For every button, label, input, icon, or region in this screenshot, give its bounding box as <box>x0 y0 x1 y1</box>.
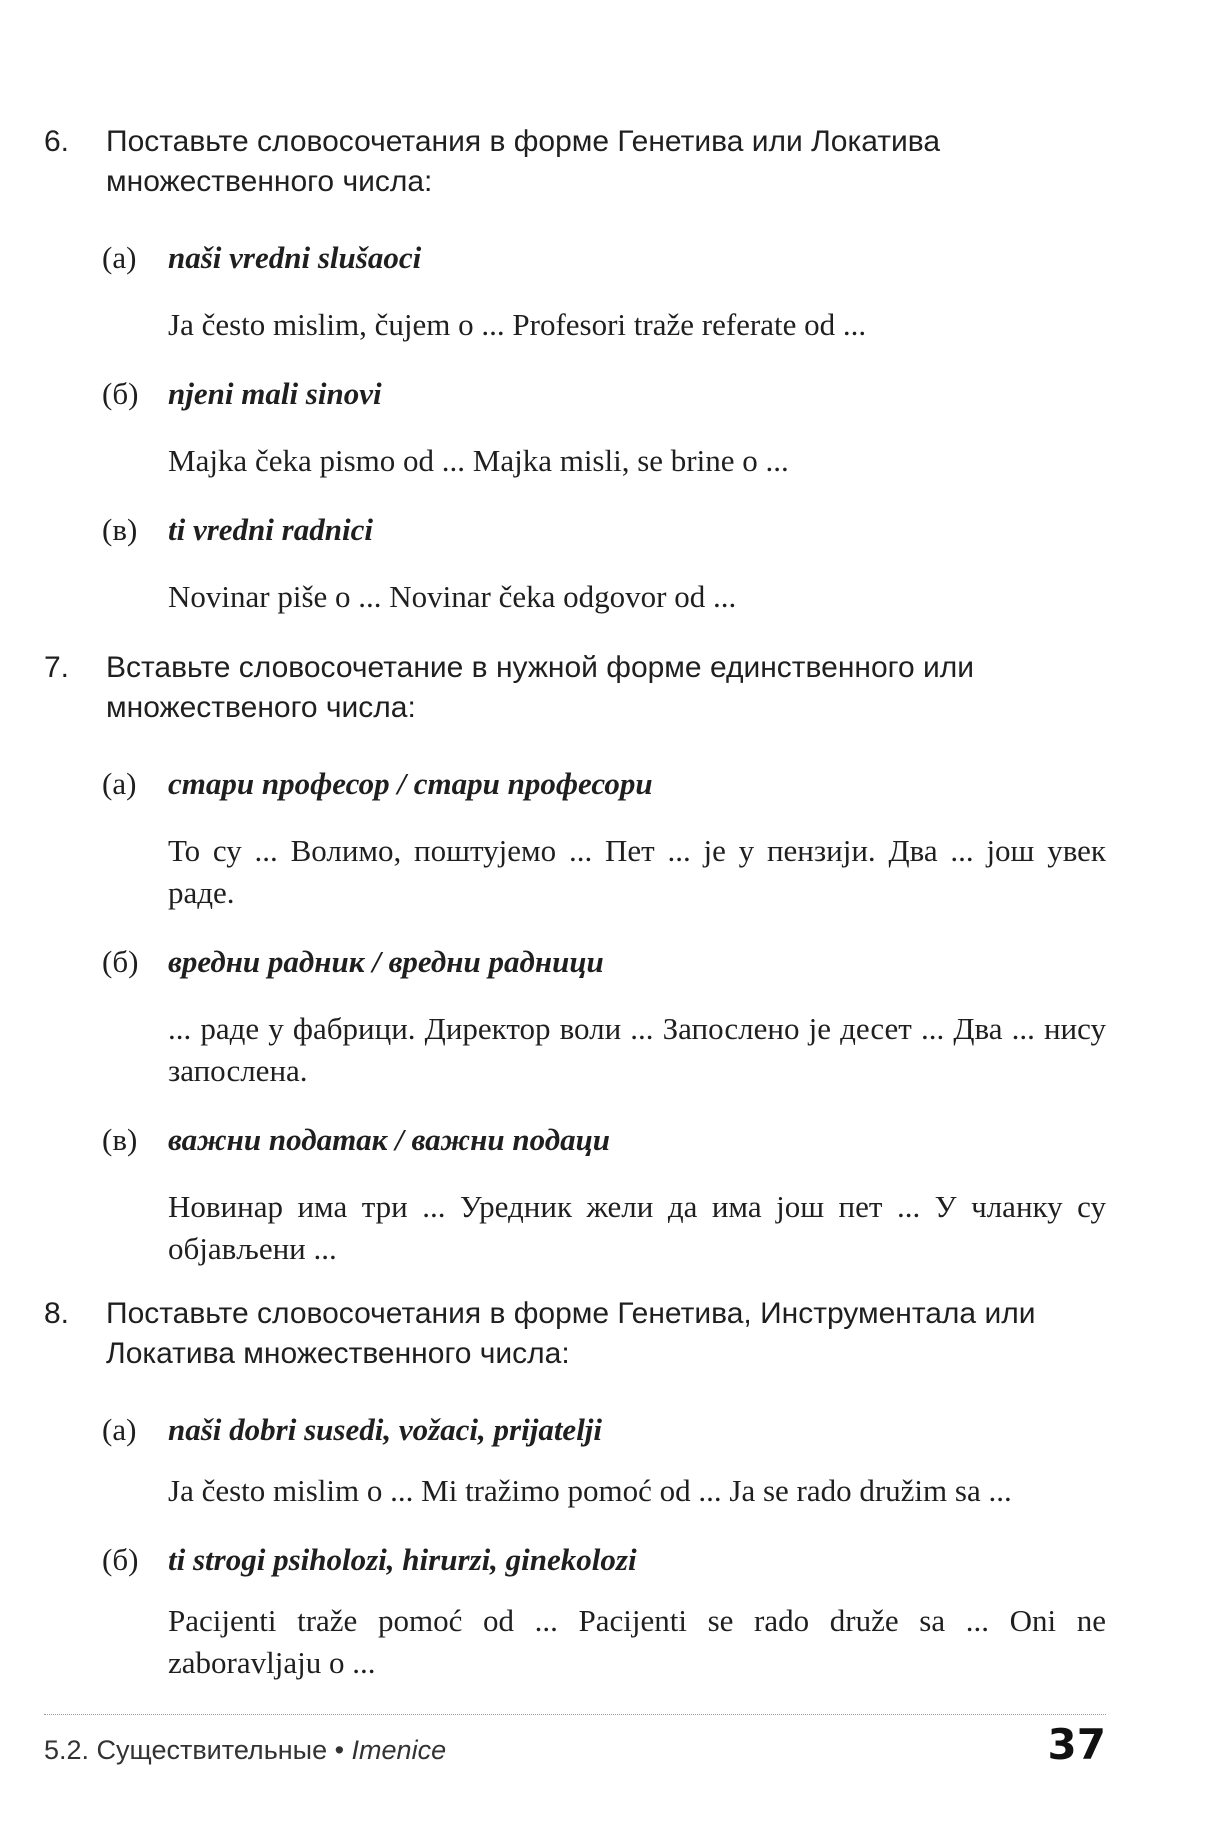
item-sentence: Majka čeka pismo od ... Majka misli, se brine o ... <box>168 443 789 478</box>
exercise-6 <box>40 122 1120 618</box>
item-phrase: вредни радник / вредни радници <box>168 944 604 979</box>
exercise-item <box>40 942 1120 1092</box>
item-phrase: ti strogi psiholozi, hirurzi, ginekolozi <box>168 1542 637 1577</box>
item-label: (а) <box>102 766 137 801</box>
item-label: (а) <box>102 240 137 275</box>
exercise-item <box>40 1410 1120 1512</box>
footer-section: 5.2. Существительные • <box>44 1735 352 1765</box>
item-label: (в) <box>102 512 138 547</box>
item-sentence: Ja često mislim, čujem o ... Profesori traže referate od ... <box>168 307 867 342</box>
exercise-item <box>40 764 1120 914</box>
item-sentence: То су ... Волимо, поштујемо ... Пет ... је у пензији. Два ... још увек раде. <box>168 833 1106 910</box>
item-label: (б) <box>102 1542 139 1577</box>
exercise-item <box>40 510 1120 618</box>
exercise-instruction: Поставьте словосочетания в форме Генетива, Инструментала или Локатива множественного числа: <box>106 1297 1036 1370</box>
footer-section-title <box>44 1732 446 1768</box>
item-label: (б) <box>102 376 139 411</box>
exercise-instruction: Поставьте словосочетания в форме Генетива или Локатива множественного числа: <box>106 125 941 198</box>
exercise-header <box>40 1294 1120 1374</box>
item-phrase: стари професор / стари професори <box>168 766 653 801</box>
item-label: (в) <box>102 1122 138 1157</box>
footer-section-translation: Imenice <box>351 1735 447 1765</box>
item-phrase: naši dobri susedi, vožaci, prijatelji <box>168 1412 603 1447</box>
page-number: 37 <box>1047 1720 1106 1769</box>
item-sentence: Pacijenti traže pomoć od ... Pacijenti se rado druže sa ... Oni ne zaboravljaju o ... <box>168 1603 1106 1680</box>
item-label: (а) <box>102 1412 137 1447</box>
exercise-number: 7. <box>44 651 70 684</box>
item-sentence: ... раде у фабрици. Директор воли ... Запослено је десет ... Два ... нису запослена. <box>168 1011 1106 1088</box>
item-sentence: Новинар има три ... Уредник жели да има још пет ... У чланку су објављени ... <box>168 1189 1106 1266</box>
exercise-item <box>40 1120 1120 1270</box>
exercise-header <box>40 648 1120 728</box>
item-phrase: ti vredni radnici <box>168 512 373 547</box>
item-sentence: Novinar piše o ... Novinar čeka odgovor od ... <box>168 579 737 614</box>
item-phrase: naši vredni slušaoci <box>168 240 422 275</box>
exercise-item <box>40 374 1120 482</box>
exercise-header <box>40 122 1120 202</box>
item-label: (б) <box>102 944 139 979</box>
exercise-item <box>40 1540 1120 1684</box>
item-phrase: важни податак / важни подаци <box>168 1122 611 1157</box>
item-phrase: njeni mali sinovi <box>168 376 382 411</box>
exercise-7 <box>40 648 1120 1270</box>
footer-divider <box>44 1714 1106 1715</box>
exercise-8 <box>40 1294 1120 1684</box>
item-sentence: Ja često mislim o ... Mi tražimo pomoć od ... Ja se rado družim sa ... <box>168 1473 1012 1508</box>
exercise-instruction: Вставьте словосочетание в нужной форме единственного или множественого числа: <box>106 651 974 724</box>
exercise-item <box>40 238 1120 346</box>
exercise-number: 8. <box>44 1297 70 1330</box>
exercise-number: 6. <box>44 125 70 158</box>
